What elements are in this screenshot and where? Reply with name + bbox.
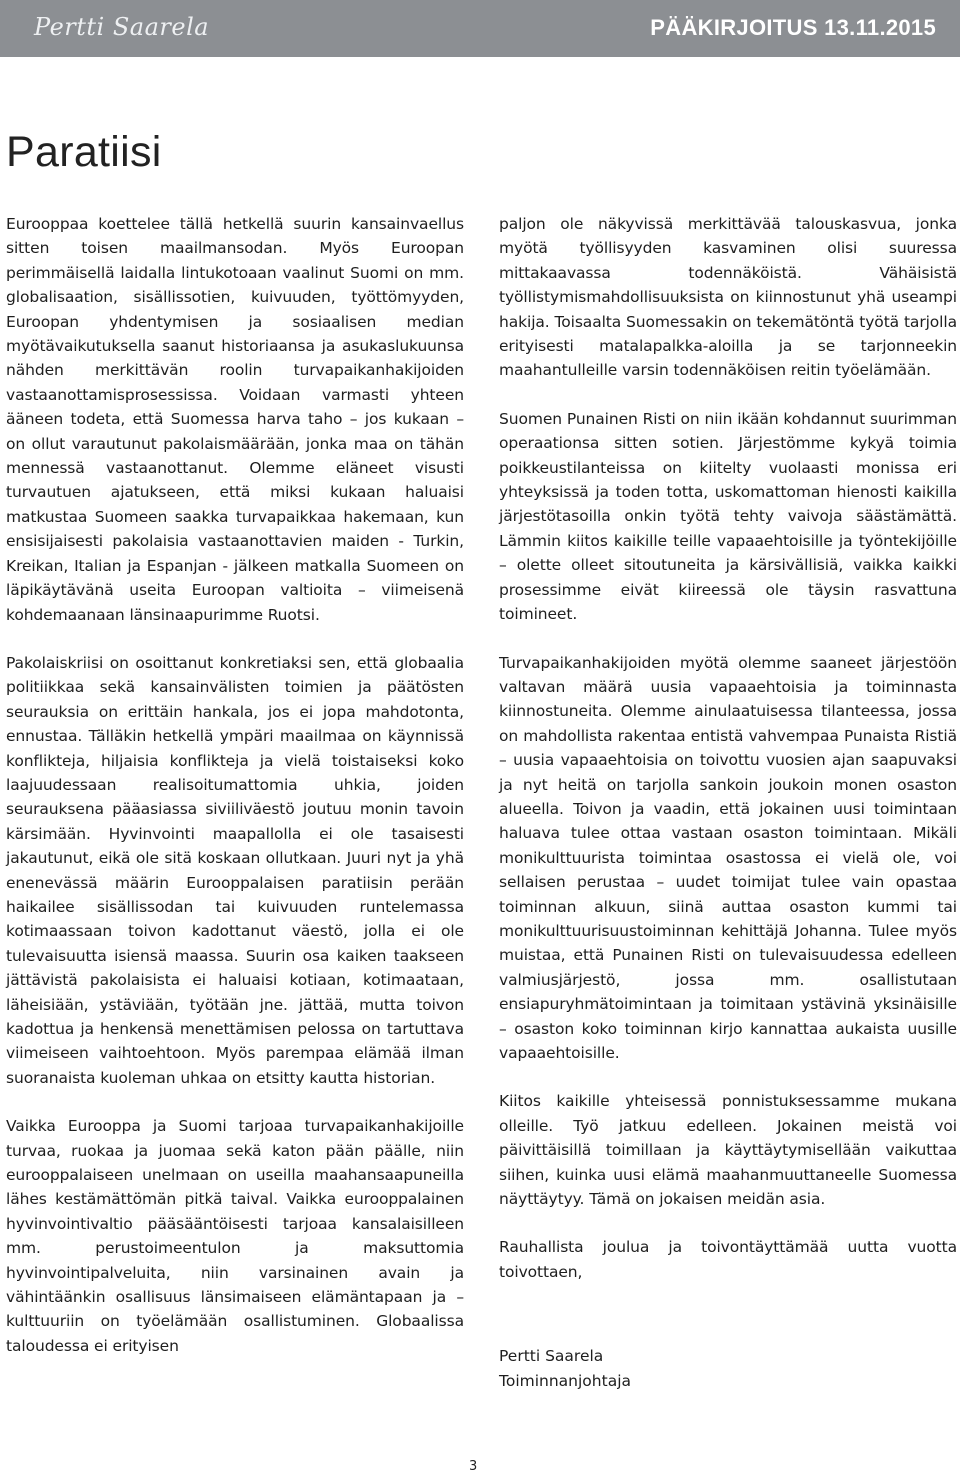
signature-name: Pertti Saarela — [499, 1347, 604, 1366]
header-title: PÄÄKIRJOITUS 13.11.2015 — [650, 15, 936, 40]
header-bar — [0, 0, 960, 57]
paragraph: Pakolaiskriisi on osoittanut konkretiaksi sen, että globaalia politiikkaa sekä kansainvälisten toimien ja päätösten seurauksia on erittäin hankala, jos ei jopa mahdotonta, ennustaa. Tälläkin hetkellä ympäri maailmaa on käynnissä konflikteja, hiljaisia konflikteja ja vielä toistaiseksi koko laajuudessaan realisoitumattomia uhkia, joiden seurauksena pääasiassa siviiliväestö joutuu monin tavoin kärsimään. Hyvinvointi maapallolla ei ole tasaisesti jakautunut, eikä ole sitä koskaan ollutkaan. Juuri nyt ja yhä enenevässä määrin Eurooppalaisen paratiisin perään haikailee sisällissodan tai kuivuuden runtelemassa kotimaassaan toivon kadottanut väestö, jolla ei ole tulevaisuutta isiensä maassa. Suurin osa kaiken taakseen jättävistä pakolaisista ei haluaisi kotiaan, kotimaataan, läheisiään, ystäviään, työtään jne. jättää, mutta toivon kadottua ja henkensä menettämisen pelossa on tartuttava viimeiseen vaihtoehtoon. Myös parempaa elämää ilman suoranaista kuoleman uhkaa on etsitty kautta historian. — [6, 653, 464, 1087]
paragraph: Rauhallista joulua ja toivontäyttämää uutta vuotta toivottaen, — [499, 1238, 957, 1281]
paragraph: Vaikka Eurooppa ja Suomi tarjoaa turvapaikanhakijoille turvaa, ruokaa ja juomaa sekä katon pään päälle, niin eurooppalaiseen unelmaan on useilla maahansaapuneilla lähes kestämättömän pitkä taival. Vaikka eurooppalainen hyvinvointivaltio pääsääntöisesti tarjoaa kansalaisilleen mm. perustoimeentulon ja maksuttomia hyvinvointipalveluita, niin varsinainen avain ja vähintäänkin osallisuus länsimaiseen elämäntapaan ja –kulttuuriin on työelämään osallistuminen. Globaalissa taloudessa ei erityisen — [6, 1117, 464, 1355]
paragraph: Kiitos kaikille yhteisessä ponnistuksessamme mukana olleille. Työ jatkuu edelleen. Jokainen meistä voi päivittäisillä toimillaan ja käyttäytymisellään vaikuttaa siihen, kuinka uusi elämä maahanmuuttaneelle Suomessa näyttäytyy. Tämä on jokaisen meidän asia. — [499, 1092, 957, 1209]
right-column — [499, 212, 957, 1393]
signature-role: Toiminnanjohtaja — [499, 1371, 631, 1390]
page-number: 3 — [469, 1459, 478, 1474]
signature — [499, 1344, 957, 1393]
paragraph: Eurooppaa koettelee tällä hetkellä suurin kansainvaellus sitten toisen maailmansodan. Myös Euroopan perimmäisellä laidalla lintukotoaan vaalinut Suomi on mm. globalisaation, sisällissotien, kuivuuden, työttömyyden, Euroopan yhdentymisen ja sosiaalisen median myötävaikutuksella saanut historiaansa ja asukaslukuunsa nähden merkittävän roolin turvapaikanhakijoiden vastaanottamisprosessissa. Voidaan varmasti yhteen ääneen todeta, että Suomessa harva taho – jos kukaan – on ollut varautunut pakolaismäärään, jonka maa on tähän mennessä vastaanottanut. Olemme eläneet visusti turvautuen ajatukseen, että miksi kukaan haluaisi matkustaa Suomeen saakka turvapaikkaa hakemaan, kun ensisijaisesti pakolaisia vastaanottavien maiden - Turkin, Kreikan, Italian ja Espanjan - jälkeen matkalla Suomeen on läpikäytävänä useita Euroopan valtioita – viimeisenä kohdemaanaan länsinaapurimme Ruotsi. — [6, 215, 464, 624]
left-column — [6, 212, 464, 1358]
logo: Pertti Saarela — [34, 13, 210, 41]
paragraph: Turvapaikanhakijoiden myötä olemme saaneet järjestöön valtavan määrä uusia vapaaehtoisia ja toiminnasta kiinnostuneita. Olemme ainulaatuisessa tilanteessa, jossa on mahdollista rakentaa entistä vahvempaa Punaista Ristiä – uusia vapaaehtoisia on toivottu vuosien ajan saapuvaksi ja nyt heitä on tarjolla sankoin joukoin monen osaston alueella. Toivon ja vaadin, että jokainen uusi toimintaan haluava tulee ottaa vastaan osaston toimintaan. Mikäli monikulttuurista toimintaa osastossa ei vielä ole, voi sellaisen perustaa – uudet toimijat tulee vain opastaa toiminnan alkuun, siinä auttaa osaston kummi tai monikulttuurisuustoiminnan kehittäjä Johanna. Tulee myös muistaa, että Punainen Risti on tulevaisuudessa edelleen valmiusjärjestö, jossa mm. osallistutaan ensiapuryhmätoimintaan ja toimitaan ystävinä yksinäisille – osaston koko toiminnan kirjo kannattaa aukaista uusille vapaaehtoisille. — [499, 653, 957, 1062]
paragraph: Suomen Punainen Risti on niin ikään kohdannut suurimman operaationsa sitten sotien. Järjestömme kykyä toimia poikkeustilanteissa on kiitelty vuolaasti monissa eri yhteyksissä ja toden totta, uskomattoman hienosti kaikilla järjestötasoilla onkin työtä tehty vaivoja säästämättä. Lämmin kiitos kaikille teille vapaaehtoisille ja työntekijöille – olette olleet sitoutuneita ja kärsivällisiä, vaikka kaikki prosessimme eivät kiireessä ole täysin rasvattuna toimineet. — [499, 409, 957, 624]
article-title: Paratiisi — [6, 128, 162, 176]
paragraph: paljon ole näkyvissä merkittävää talouskasvua, jonka myötä työllisyyden kasvaminen olisi suuressa mittakaavassa todennäköistä. Vähäisistä työllistymismahdollisuuksista on kiinnostunut yhä useampi hakija. Toisaalta Suomessakin on tekemätöntä työtä tarjolla erityisesti matalapalkka-aloilla ja se tarjonneekin maahantulleille varsin todennäköisen reitin työelämään. — [499, 215, 957, 380]
